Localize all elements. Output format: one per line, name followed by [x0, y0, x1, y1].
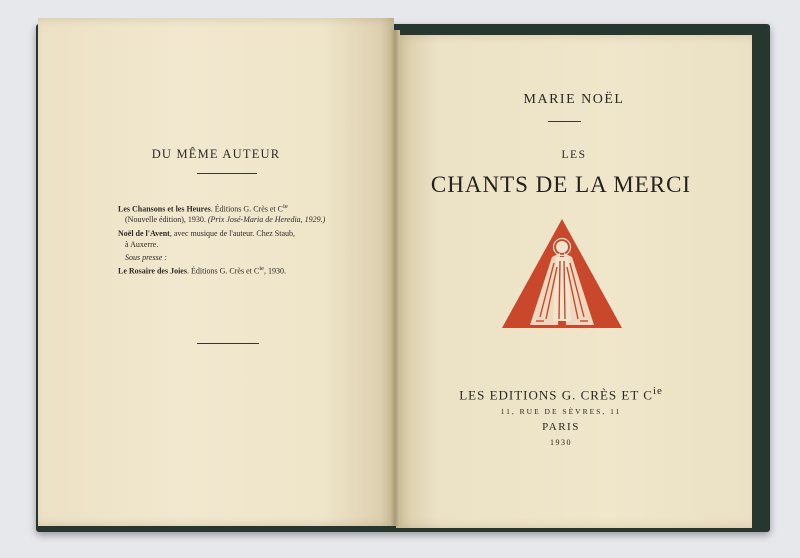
author-name: MARIE NOËL	[523, 92, 625, 107]
entry-title: Noël de l'Avent	[118, 229, 170, 238]
bibliography-entry	[118, 253, 358, 277]
entry-details: , avec musique de l'auteur. Chez Staub,	[169, 229, 296, 238]
divider	[197, 173, 257, 174]
entry-title: Les Chansons et les Heures	[118, 204, 211, 214]
entry-title: Le Rosaire des Joies	[118, 266, 187, 276]
entry-details-line2: à Auxerre.	[125, 239, 159, 249]
entry-details: . Éditions G. Crès et C	[186, 266, 260, 276]
title-article: LES	[561, 149, 587, 161]
entry-sup: ie	[282, 203, 288, 210]
left-page-heading: DU MÊME AUTEUR	[151, 147, 281, 161]
divider	[197, 343, 259, 344]
publisher-address: 11, RUE DE SÈVRES, 11	[500, 407, 622, 416]
bibliography-entry	[118, 202, 358, 226]
publisher-sup: ie	[652, 385, 663, 397]
entry-award: (Prix José-Maria de Heredia, 1929.)	[207, 215, 326, 225]
bibliography-entry	[118, 229, 358, 250]
entry-details-end: , 1930.	[264, 266, 286, 276]
publisher-name	[396, 385, 726, 403]
entry-details: . Éditions G. Crès et C	[210, 204, 283, 214]
entry-label: Sous presse :	[125, 253, 167, 262]
publisher-city: PARIS	[542, 421, 580, 433]
book-title: CHANTS DE LA MERCI	[430, 172, 692, 197]
angel-triangle-emblem-icon	[500, 217, 624, 330]
entry-details-line2: (Nouvelle édition), 1930.	[125, 215, 206, 225]
entry-sup: ie	[259, 264, 264, 272]
divider	[548, 121, 581, 122]
publisher-text: LES EDITIONS G. CRÈS ET C	[459, 387, 653, 403]
publication-year: 1930	[550, 438, 572, 447]
